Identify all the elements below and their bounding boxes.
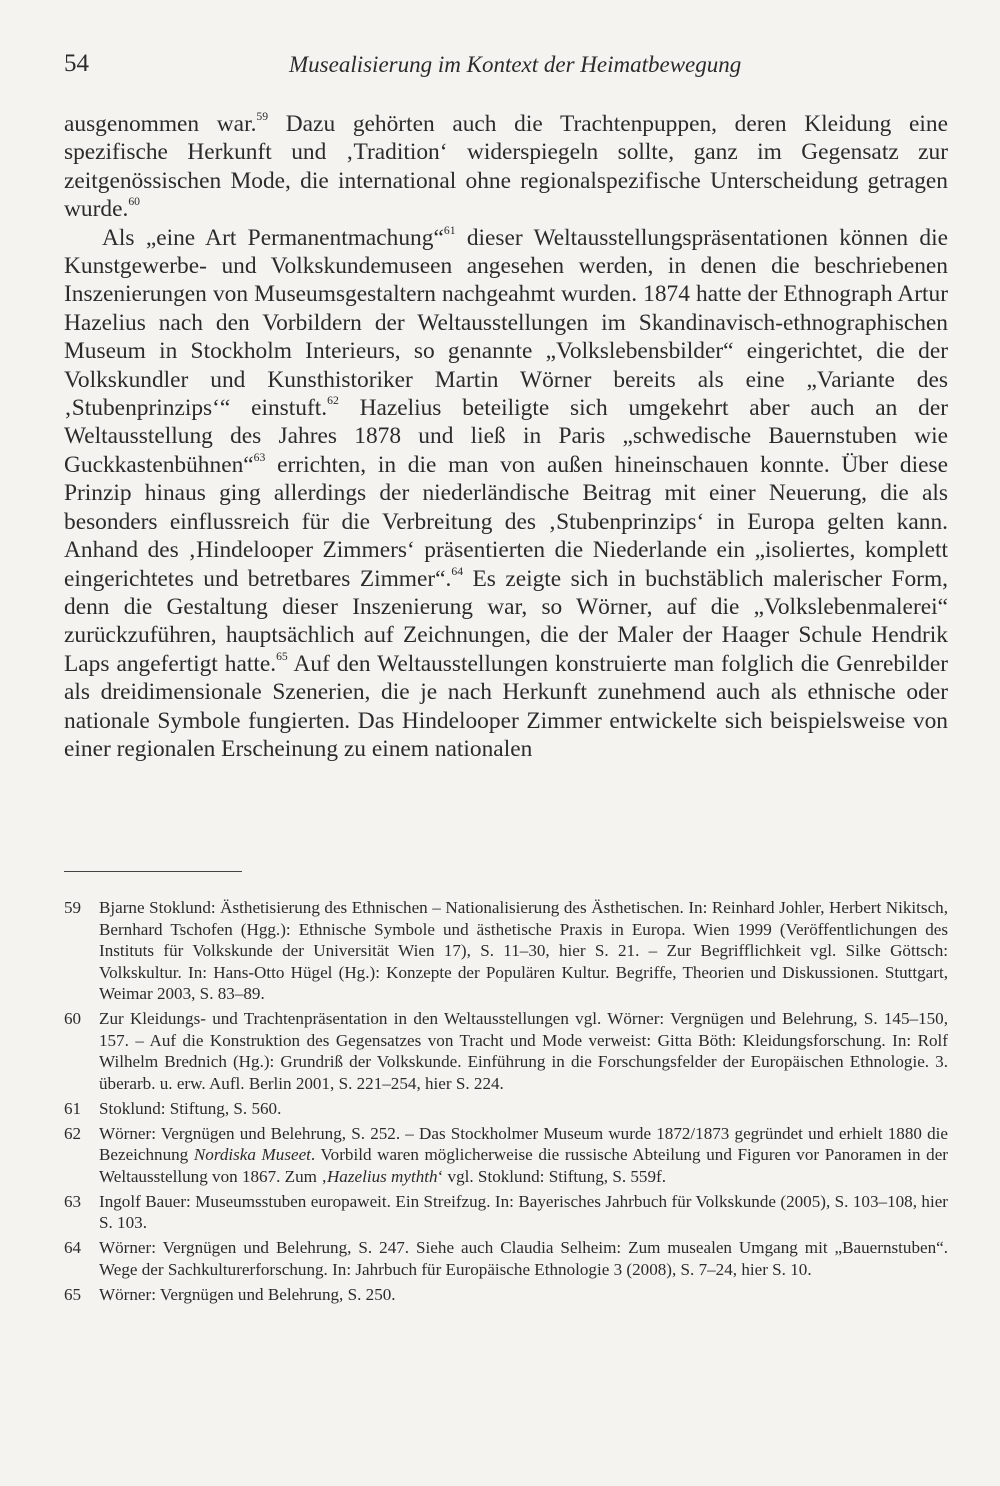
footnote-number: 62 (64, 1123, 82, 1143)
text-run: . Vorbild waren möglicherweise die russische Abteilung und Figuren vor Panoramen in der Weltausstellung von 1867. Zum ‚ (99, 1145, 948, 1186)
text-run: Dazu gehörten auch die Trachtenpuppen, deren Kleidung eine spezifische Herkunft und ‚Tradition‘ widerspiegeln sollte, ganz im Gegensatz zur zeitgenössischen Mode, die international ohne regionalspezifische Unterscheidung getragen wurde. (64, 111, 948, 223)
footnote-62 (64, 1123, 948, 1188)
footnote-60 (64, 1008, 948, 1094)
footnote-number: 65 (64, 1284, 82, 1304)
footnote-number: 63 (64, 1191, 82, 1211)
footnote-divider (64, 871, 242, 872)
running-title: Musealisierung im Kontext der Heimatbewegung (289, 52, 742, 77)
text-run: Als „eine Art Permanentmachung“ (102, 224, 444, 251)
text-run: errichten, in die man von außen hineinschauen konnte. Über diese Prinzip hinaus ging allerdings der niederländische Beitrag mit einer Neuerung, die als besonders einflussreich für die Verbreitung des ‚Stubenprinzips‘ in Europa gelten kann. Anhand des ‚Hindelooper Zimmers‘ präsentierten die Niederlande ein „isoliertes, komplett eingerichtetes und betretbares Zimmer“. (64, 451, 948, 592)
footnote-text: Bjarne Stoklund: Ästhetisierung des Ethnischen – Nationalisierung des Ästhetischen. In: Reinhard Johler, Herbert Nikitsch, Bernhard Tschofen (Hgg.): Ethnische Symbole und ästhetische Praxis in Europa. Wien 1999 (Veröffentlichungen des Instituts für Volkskunde der Universität Wien 17), S. 11–30, hier S. 21. – Zur Begrifflichkeit vgl. Silke Göttsch: Volkskultur. In: Hans-Otto Hügel (Hg.): Konzepte der Populären Kultur. Begriffe, Theorien und Diskussionen. Stuttgart, Weimar 2003, S. 83–89. (99, 898, 948, 1003)
footnote-ref-62[interactable]: 62 (327, 393, 339, 407)
italic-title: Nordiska Museet (193, 1145, 311, 1164)
footnote-text: Wörner: Vergnügen und Belehrung, S. 250. (99, 1284, 396, 1304)
page-header (64, 50, 936, 90)
footnote-text: Ingolf Bauer: Museumsstuben europaweit. Ein Streifzug. In: Bayerisches Jahrbuch für Volkskunde (2005), S. 103–108, hier S. 103. (99, 1191, 948, 1232)
footnote-ref-65[interactable]: 65 (276, 649, 288, 663)
paragraph-1 (64, 110, 948, 224)
italic-term: Hazelius mythth (326, 1166, 438, 1186)
footnote-number: 60 (64, 1009, 82, 1028)
text-run: dieser Weltausstellungspräsentationen können die Kunstgewerbe- und Volkskundemuseen angesehen werden, in denen die beschriebenen Inszenierungen von Museumsgestaltern nachgeahmt wurden. 1874 hatte der Ethnograph Artur Hazelius nach den Vorbildern der Weltausstellungen im Skandinavisch-ethnographischen Museum in Stockholm Interieurs, so genannte „Volkslebensbilder“ eingerichtet, die der Volkskundler und Kunsthistoriker Martin Wörner bereits als eine „Variante des ‚Stubenprinzips‘“ einstuft. (64, 224, 948, 422)
footnote-text: Zur Kleidungs- und Trachtenpräsentation in den Weltausstellungen vgl. Wörner: Vergnügen und Belehrung, S. 145–150, 157. – Auf die Konstruktion des Gegensatzes von Tracht und Mode verweist: Gitta Böth: Kleidungsforschung. In: Rolf Wilhelm Brednich (Hg.): Grundriß der Volkskunde. Einführung in die Forschungsfelder der Europäischen Ethnologie. 3. überarb. u. erw. Aufl. Berlin 2001, S. 221–254, hier S. 224. (99, 1009, 948, 1093)
footnote-ref-63[interactable]: 63 (253, 450, 266, 464)
footnote-61 (64, 1098, 948, 1120)
footnote-65 (64, 1284, 948, 1306)
text-run: ‘ vgl. Stoklund: Stiftung, S. 559f. (437, 1166, 666, 1186)
main-text (64, 110, 948, 763)
text-run: Es zeigte sich in buchstäblich malerischer Form, denn die Gestaltung dieser Inszenierung war, so Wörner, auf die „Volkslebenmalerei“ zurückzuführen, hauptsächlich auf Zeichnungen, die der Maler der Haager Schule Hendrik Laps angefertigt hatte. (64, 565, 948, 677)
footnote-63 (64, 1191, 948, 1234)
footnote-ref-59[interactable]: 59 (256, 109, 269, 123)
text-run: Wörner: Vergnügen und Belehrung, S. 252. – Das Stockholmer Museum wurde 1872/1873 gegründet und erhielt 1880 die Bezeichnung (99, 1123, 948, 1164)
text-run: Hazelius beteiligte sich umgekehrt aber auch an der Weltausstellung des Jahres 1878 und ließ in Paris „schwedische Bauernstuben wie Guckkastenbühnen“ (64, 395, 948, 478)
footnote-text: Wörner: Vergnügen und Belehrung, S. 247. Siehe auch Claudia Selheim: Zum musealen Umgang mit „Bauernstuben“. Wege der Sachkulturerforschung. In: Jahrbuch für Europäische Ethnologie 3 (2008), S. 7–24, hier S. 10. (99, 1238, 948, 1279)
footnote-text (99, 1124, 948, 1186)
footnotes (64, 897, 948, 1309)
footnote-64 (64, 1237, 948, 1280)
footnote-number: 64 (64, 1238, 82, 1257)
page-number: 54 (64, 50, 89, 77)
footnote-number: 59 (64, 898, 82, 917)
footnote-59 (64, 897, 948, 1005)
footnote-text: Stoklund: Stiftung, S. 560. (99, 1098, 282, 1118)
footnote-ref-64[interactable]: 64 (451, 564, 464, 578)
footnote-ref-60[interactable]: 60 (128, 195, 140, 209)
text-run: Auf den Weltausstellungen konstruierte man folglich die Genrebilder als dreidimensionale Szenerien, die je nach Herkunft zunehmend auch als ethnische oder nationale Symbole fungierten. Das Hindelooper Zimmer entwickelte sich beispielsweise von einer regionalen Erscheinung zu einem nationalen (64, 650, 948, 762)
paragraph-2 (64, 224, 948, 764)
footnote-ref-61[interactable]: 61 (443, 223, 456, 237)
footnote-number: 61 (64, 1098, 82, 1118)
text-run: ausgenommen war. (64, 111, 257, 137)
